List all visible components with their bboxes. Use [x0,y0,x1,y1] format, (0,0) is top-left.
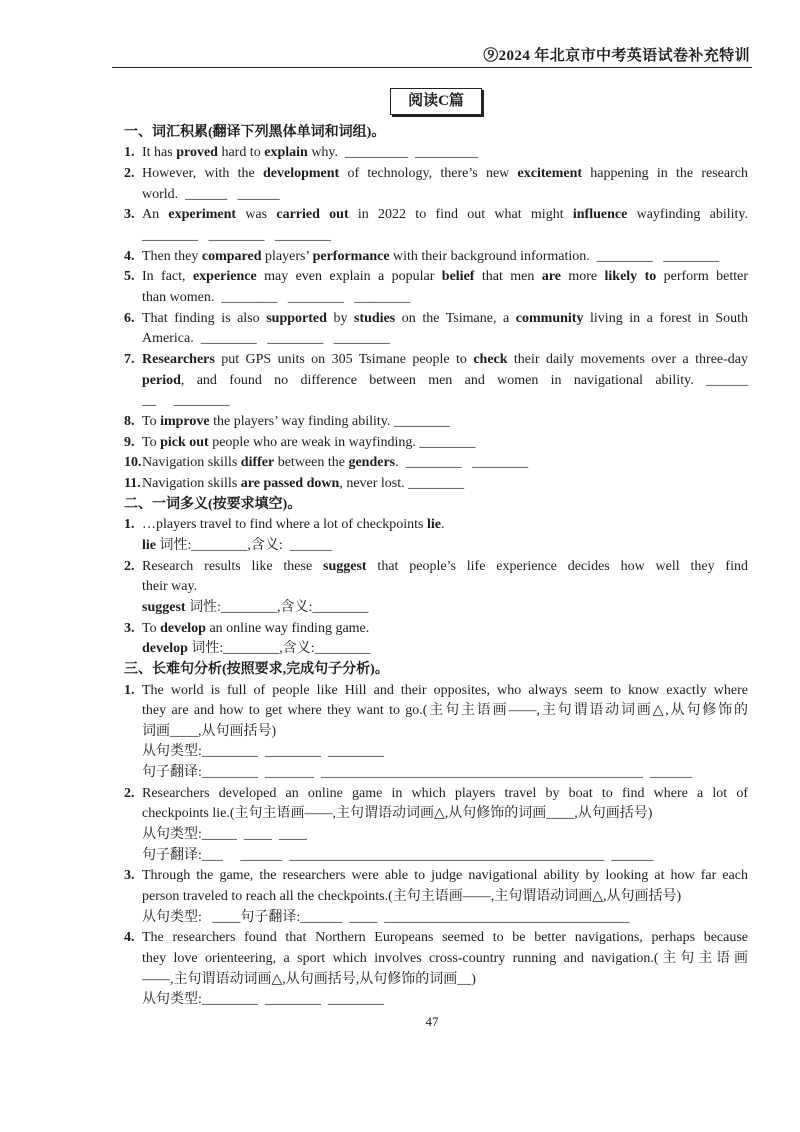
item-body [142,866,748,928]
text-run [314,765,321,780]
answer-blank: ________ [208,227,265,243]
item-body [142,309,748,350]
text-run: than women. [142,289,222,305]
question-item [124,412,748,433]
text-line [142,226,748,247]
text-run [198,228,209,243]
answer-blank: ______ [289,537,332,553]
text-run: ) [471,971,476,987]
text-run: ,含义: [276,599,313,615]
text-run: To [142,434,161,450]
text-run [643,765,650,780]
text-run: The world is full of people like Hill and their opposites, who always seem to know exactly where [142,682,748,698]
question-item [124,681,748,784]
answer-blank: ________ [221,289,278,305]
text-run: In fact, [142,269,193,285]
question-item [124,515,748,556]
text-line [142,205,748,226]
bold-term: experience [192,269,257,285]
bold-term: community [515,310,584,326]
passage-title-box: 阅读C篇 [390,88,482,115]
item-number: 2. [124,166,135,182]
question-item [124,784,748,867]
text-run: However, with the [142,166,263,182]
text-line [142,474,748,495]
worksheet-content [124,123,748,1011]
text-run [283,538,290,553]
item-number: 5. [124,269,135,285]
text-run: in 2022 to find out what might [348,207,573,223]
bold-term: improve [160,413,210,429]
answer-blank: ______ [300,909,343,925]
answer-blank: ___ [201,847,223,863]
item-number: 8. [124,413,135,429]
item-body [142,784,748,867]
item-number: 3. [124,620,135,636]
answer-blank: ________ [220,599,277,615]
answer-blank: ____ [546,806,575,822]
text-line [142,267,748,288]
item-body [142,515,748,556]
text-run: 句子翻译: [142,847,202,863]
text-run [223,848,241,863]
text-line [142,908,748,929]
text-line [142,164,748,185]
answer-blank: ________ [405,455,462,471]
answer-blank: ________ [173,393,230,409]
item-number: 4. [124,248,135,264]
bold-term: lie [142,537,156,553]
text-run: may even explain a popular [256,269,442,285]
bold-term: influence [572,207,628,223]
bold-term: suggest [323,558,367,574]
item-number: 3. [124,207,135,223]
bold-term: differ [240,455,275,471]
text-run [321,992,328,1007]
text-run: that people’s life experience decides how well they find [366,558,748,574]
item-body [142,557,748,619]
section-heading: 二、一词多义(按要求填空)。 [124,496,302,512]
answer-blank: ________ [264,992,321,1008]
text-run: To [142,620,161,636]
section-heading: 一、词汇积累(翻译下列黑体单词和词组)。 [124,124,386,140]
text-run [408,145,415,160]
text-run [323,331,334,346]
text-run: 从句类型: [142,827,202,843]
answer-blank: ______ [649,765,692,781]
bold-term: carried out [276,207,349,223]
text-run: . [395,455,406,471]
bold-term: suggest [142,599,186,615]
text-line [142,247,748,268]
answer-blank: ________ [314,641,371,657]
item-number: 6. [124,310,135,326]
question-item [124,267,748,308]
text-line [142,681,748,702]
text-run: their daily movements over a three-day [507,351,749,367]
text-run: with their background information. [389,248,597,264]
item-number: 3. [124,868,135,884]
bold-term: pick out [160,434,209,450]
item-body [142,267,748,308]
answer-blank: ________ [142,227,198,243]
text-run: 词画 [142,723,170,739]
text-run: perform better [656,269,748,285]
page-header-title: ⑨2024 年北京市中考英语试卷补充特训 [483,48,750,64]
text-line [142,577,748,598]
question-item [124,619,748,660]
text-run: more [560,269,605,285]
item-body [142,681,748,784]
text-run: ,含义: [247,537,283,553]
bold-term: performance [312,248,390,264]
bold-term: experiment [168,207,237,223]
answer-blank: ________ [333,331,390,347]
answer-blank: _____ [201,827,237,843]
bold-term: are [541,269,561,285]
header-divider [112,67,752,68]
answer-blank: ___________________________________ [384,909,630,925]
text-run: 从句类型: [142,744,202,760]
text-run: ,从句画括号) [198,723,277,739]
text-run: 从句类型: [142,909,202,925]
item-body [142,619,748,660]
bold-term: proved [176,145,218,161]
text-run [237,827,244,842]
answer-blank: _____________________________________________ [289,847,605,863]
question-item [124,433,748,454]
item-number: 1. [124,145,135,161]
item-number: 2. [124,558,135,574]
answer-blank: ________ [354,289,411,305]
question-item [124,453,748,474]
answer-blank: ____ [212,909,241,925]
text-line [142,391,748,412]
answer-blank: ____ [170,723,198,739]
answer-blank: ________ [275,227,331,243]
text-line [142,804,748,825]
item-number: 4. [124,930,135,946]
text-run: person traveled to reach all the checkpoints.(主句主语画——,主句谓语动词画△,从句画括号) [142,889,682,905]
text-line [142,846,748,867]
item-body [142,928,748,1011]
answer-blank: ______ [611,847,654,863]
text-run [344,290,355,305]
text-run: 句子翻译: [240,909,301,925]
text-run: an online way finding game. [205,620,370,636]
text-line [142,515,748,536]
question-item [124,309,748,350]
question-item [124,143,748,164]
text-run: players’ [261,248,313,264]
text-run: they are and how to get where they want to go.(主句主语画——,主句谓语动词画△,从句修饰的 [142,703,748,719]
text-run: To [142,413,161,429]
text-run: Research results like these [142,558,324,574]
answer-blank: __ [457,971,472,987]
text-line [142,887,748,908]
text-run: between the [274,455,349,471]
answer-blank: ________ [201,765,258,781]
question-item [124,247,748,268]
question-item [124,866,748,928]
text-run: world. [142,186,186,202]
text-line [142,763,748,784]
text-line [142,143,748,164]
answer-blank: ________ [264,744,321,760]
answer-blank: ________ [287,289,344,305]
question-item [124,205,748,246]
item-body [142,205,748,246]
text-line [142,990,748,1011]
answer-blank: _________ [415,145,479,161]
text-run: on the Tsimane, a [395,310,516,326]
bold-term: Researchers [142,351,215,367]
text-run: ,含义: [279,641,315,657]
text-line [142,639,748,660]
text-run: hard to [217,145,265,161]
text-line [142,722,748,743]
text-line [142,701,748,722]
bold-term: excitement [517,166,583,182]
question-item [124,928,748,1011]
item-number: 9. [124,434,135,450]
text-run [265,228,276,243]
answer-blank: ________ [327,992,384,1008]
item-body [142,247,748,268]
page-number: 47 [425,1014,439,1029]
text-run: wayfinding ability. [627,207,748,223]
text-run [258,765,265,780]
item-number: 7. [124,351,135,367]
text-line [142,928,748,949]
text-run: people who are weak in wayfinding. [208,434,420,450]
answer-blank: ________ [327,744,384,760]
text-run: ——,主句谓语动词画△,从句画括号,从句修饰的词画 [142,971,458,987]
text-line [142,412,748,433]
bold-term: supported [266,310,327,326]
text-run [202,910,213,925]
text-run: checkpoints lie.(主句主语画——,主句谓语动词画△,从句修饰的词画 [142,806,547,822]
text-line [142,742,748,763]
text-run [156,393,174,408]
bold-term: check [473,351,508,367]
text-line [142,433,748,454]
text-run: …players travel to find where a lot of checkpoints [142,517,427,533]
text-line [142,825,748,846]
text-run [258,992,265,1007]
text-run: put GPS units on 305 Tsimane people to [214,351,474,367]
item-body [142,433,748,454]
item-number: 1. [124,682,135,698]
item-body [142,412,748,433]
bold-term: period [142,372,181,388]
text-line [142,536,748,557]
text-run: Researchers developed an online game in which players travel by boat to find where a lot of [142,785,748,801]
question-item [124,474,748,495]
section-heading: 三、长难句分析(按照要求,完成句子分析)。 [124,661,389,677]
text-run: 句子翻译: [142,765,202,781]
answer-blank: ________ [408,475,465,491]
text-line [142,970,748,991]
bold-term: genders [348,455,396,471]
text-line [142,598,748,619]
text-line [142,185,748,206]
answer-blank: _______ [264,765,314,781]
text-line [142,453,748,474]
bold-term: likely to [604,269,657,285]
text-run [227,187,238,202]
text-run: by [326,310,354,326]
text-run [257,331,268,346]
answer-blank: ________ [201,744,258,760]
text-run: they love orienteering, a sport which involves cross-country running and navigation.(主句主语画 [142,951,748,967]
answer-blank: ______________________________________________ [320,765,643,781]
text-line [142,309,748,330]
text-run: ,从句画括号) [574,806,653,822]
text-run: It has [142,145,177,161]
text-run: America. [142,331,201,347]
text-run: was [236,207,277,223]
answer-blank: ________ [472,455,529,471]
text-run: Through the game, the researchers were able to judge navigational ability by looking at how far each [142,868,748,884]
text-run: of technology, there’s new [339,166,518,182]
answer-blank: ________ [596,248,653,264]
text-run: The researchers found that Northern Europeans seemed to be better navigations, perhaps because [142,930,748,946]
answer-blank: ________ [200,331,257,347]
text-run: That finding is also [142,310,267,326]
text-line [142,784,748,805]
text-run [321,744,328,759]
answer-blank: _________ [345,145,409,161]
text-run [653,249,664,264]
item-body [142,143,748,164]
text-line [142,949,748,970]
bold-term: are passed down [240,475,340,491]
text-run: Navigation skills [142,455,241,471]
text-run: 词性: [185,599,221,615]
question-item [124,557,748,619]
answer-blank: ____ [278,827,307,843]
bold-term: lie [426,517,441,533]
answer-blank: ________ [201,992,258,1008]
bold-term: develop [160,620,206,636]
item-number: 11. [124,475,141,491]
answer-blank: ______ [706,372,748,388]
item-number: 2. [124,785,135,801]
bold-term: develop [142,641,188,657]
text-run: , never lost. [339,475,409,491]
bold-term: explain [264,145,308,161]
answer-blank: ______ [240,847,283,863]
bold-term: belief [441,269,475,285]
answer-blank: ________ [267,331,324,347]
text-run: , and found no difference between men and women in navigational ability. [180,372,706,388]
text-line [142,371,748,392]
answer-blank: __ [142,393,156,409]
text-run [272,827,279,842]
answer-blank: ________ [223,641,280,657]
answer-blank: ________ [419,434,476,450]
text-run [277,290,288,305]
text-line [142,557,748,578]
text-run: that men [474,269,542,285]
text-line [142,329,748,350]
text-line [142,288,748,309]
item-body [142,453,748,474]
text-run: . [440,517,445,533]
answer-blank: ________ [191,537,248,553]
text-line [142,866,748,887]
text-run: 词性: [187,641,224,657]
bold-term: studies [354,310,396,326]
text-line [142,350,748,371]
bold-term: compared [201,248,262,264]
text-run: 从句类型: [142,992,202,1008]
answer-blank: ____ [349,909,378,925]
text-run: Navigation skills [142,475,241,491]
question-item [124,350,748,412]
answer-blank: ______ [237,186,280,202]
question-item [124,164,748,205]
text-run: Then they [142,248,202,264]
item-number: 10. [124,455,142,471]
item-body [142,350,748,412]
text-run: why. [307,145,346,161]
item-body [142,474,748,495]
text-run: living in a forest in South [583,310,748,326]
text-run: the players’ way finding ability. [209,413,394,429]
text-run: their way. [142,579,198,595]
text-run: happening in the research [582,166,748,182]
item-number: 1. [124,517,135,533]
text-run: 词性: [156,537,192,553]
item-body [142,164,748,205]
answer-blank: ________ [393,413,450,429]
text-run [258,744,265,759]
text-run [462,455,473,470]
answer-blank: ________ [312,599,369,615]
answer-blank: ____ [243,827,272,843]
text-line [142,619,748,640]
bold-term: development [262,166,340,182]
answer-blank: ________ [663,248,720,264]
text-run: An [142,207,169,223]
answer-blank: ______ [185,186,228,202]
